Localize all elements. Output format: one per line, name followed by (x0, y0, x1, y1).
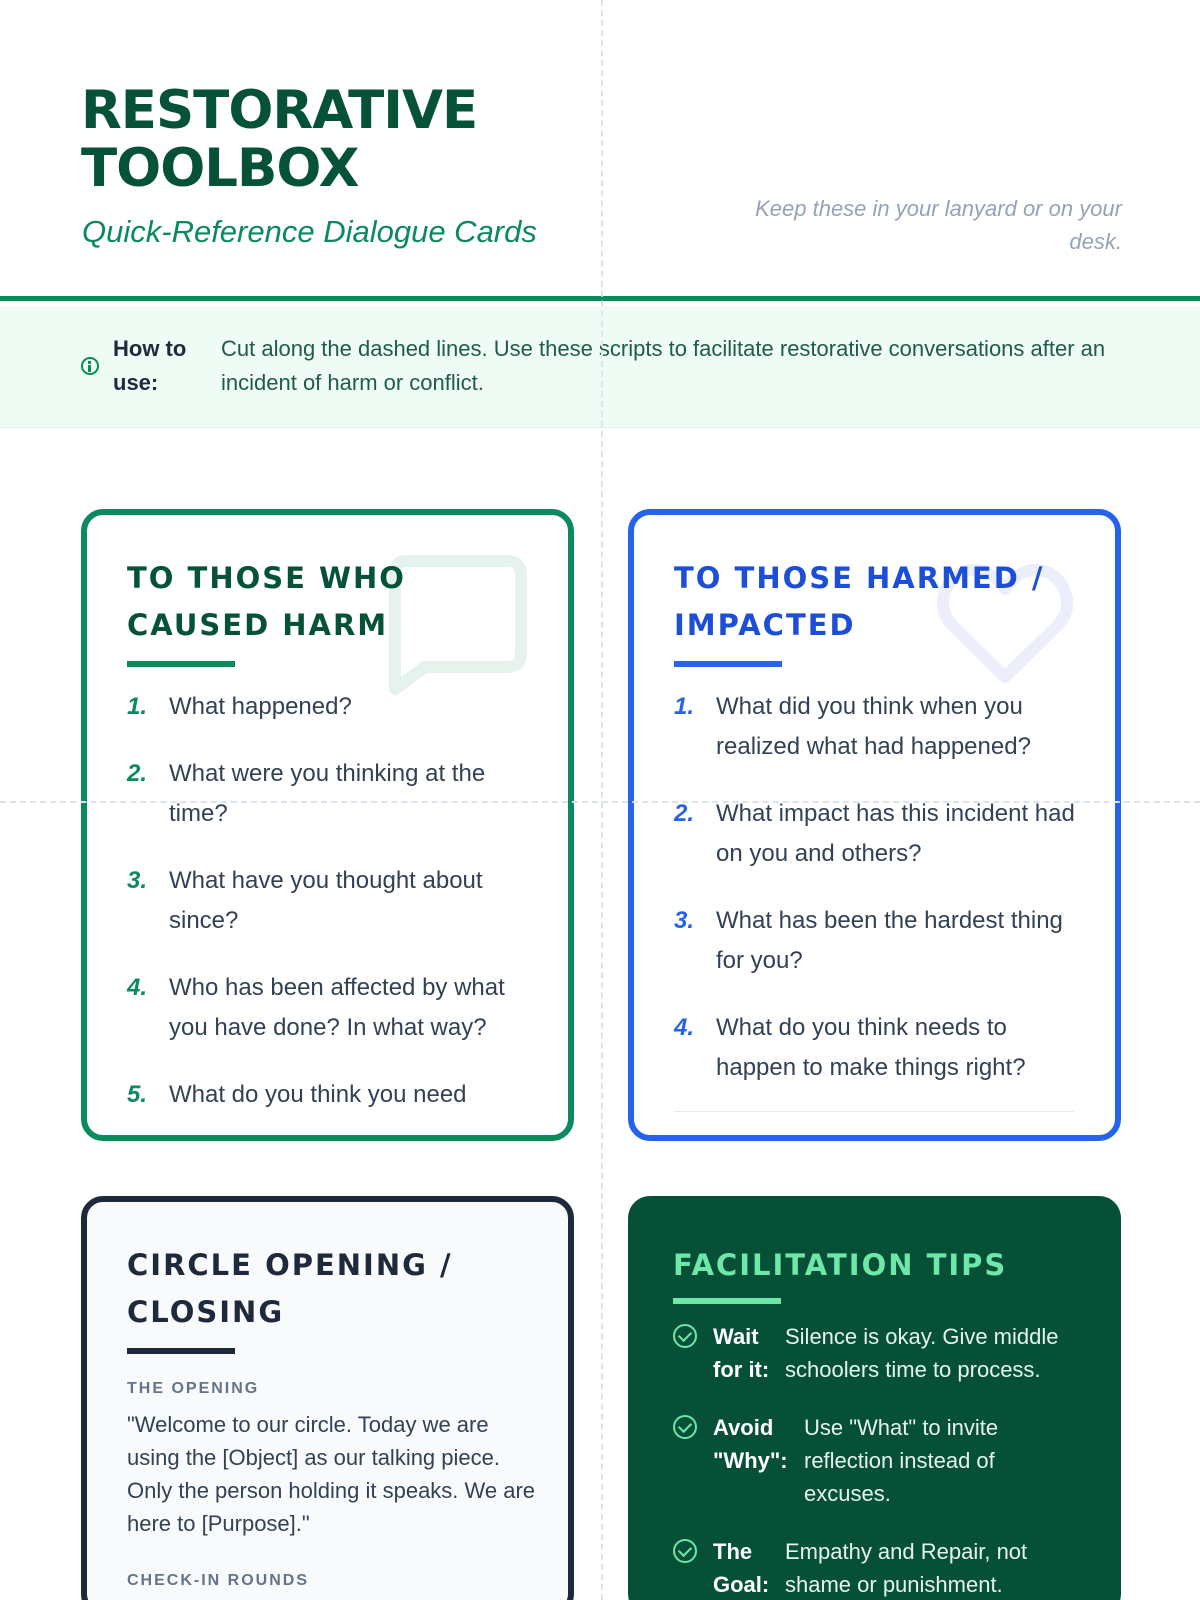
question-item (674, 1008, 1084, 1088)
question-text: What has been the hardest thing for you? (716, 907, 1063, 974)
tip-item (673, 1320, 1093, 1386)
opening-label: THE OPENING (127, 1380, 260, 1397)
tips-list (673, 1320, 1093, 1600)
question-number: 3. (127, 867, 148, 894)
question-number: 5. (127, 1081, 148, 1108)
tip-label: Avoid "Why": (713, 1415, 788, 1473)
question-text: What do you think needs to happen to make things right? (716, 1014, 1026, 1081)
tip-label: Wait for it: (713, 1324, 770, 1382)
tip-item (673, 1535, 1093, 1600)
vertical-cut-line (601, 0, 603, 1600)
question-item (127, 1075, 537, 1115)
card-circle (81, 1196, 574, 1600)
horizontal-cut-line (0, 801, 1200, 803)
usage-note: Keep these in your lanyard or on your desk. (755, 196, 1122, 254)
question-text: What have you thought about since? (169, 867, 483, 934)
question-number: 4. (127, 974, 148, 1001)
card-title-tips: FACILITATION TIPS (673, 1248, 1008, 1282)
tip-text: Silence is okay. Give middle schoolers time to process. (785, 1324, 1059, 1382)
title-underline (674, 661, 782, 667)
question-item (674, 901, 1084, 981)
question-item (674, 687, 1084, 767)
question-text: Who has been affected by what you have done? In what way? (169, 974, 505, 1041)
check-circle-icon (673, 1324, 697, 1348)
page-subtitle: Quick-Reference Dialogue Cards (82, 214, 537, 249)
card-facilitation-tips (628, 1196, 1121, 1600)
tip-text: Use "What" to invite reflection instead of excuses. (804, 1415, 999, 1506)
checkin-label: CHECK-IN ROUNDS (127, 1572, 309, 1589)
card-title-caused-harm: TO THOSE WHO CAUSED HARM (127, 561, 406, 642)
tip-text: Empathy and Repair, not shame or punishment. (785, 1539, 1028, 1597)
question-item (127, 687, 537, 727)
title-underline (127, 1348, 235, 1354)
question-number: 1. (127, 693, 148, 720)
question-list (127, 687, 537, 1141)
question-item (674, 794, 1084, 874)
question-text: What happened? (169, 693, 352, 720)
question-text: What did you think when you realized what had happened? (716, 693, 1031, 760)
page-title (81, 82, 477, 198)
title-underline (127, 661, 235, 667)
question-text: What impact has this incident had on you and others? (716, 800, 1075, 867)
tip-item (673, 1411, 1093, 1510)
check-circle-icon (673, 1539, 697, 1563)
how-to-text: Cut along the dashed lines. Use these scripts to facilitate restorative conversations after an incident of harm or conflict. (221, 336, 1106, 395)
info-icon (81, 357, 99, 375)
title-line-2: TOOLBOX (81, 138, 359, 199)
question-text: What were you thinking at the time? (169, 760, 486, 827)
card-caused-harm (81, 509, 574, 1141)
question-number: 4. (674, 1014, 695, 1041)
question-number: 2. (674, 800, 695, 827)
page-header (0, 0, 1200, 301)
title-line-1: RESTORATIVE (81, 80, 478, 141)
opening-text: "Welcome to our circle. Today we are using the [Object] as our talking piece. Only the person holding it speaks. We are here to [Purpose]." (127, 1412, 536, 1536)
question-item (127, 754, 537, 834)
question-number: 1. (674, 693, 695, 720)
tip-label: The Goal: (713, 1539, 770, 1597)
title-underline (673, 1298, 781, 1304)
question-text: What do you think you need (169, 1081, 467, 1108)
question-list (674, 687, 1084, 1115)
how-to-label: How to use: (113, 336, 187, 395)
check-circle-icon (673, 1415, 697, 1439)
question-item (127, 861, 537, 941)
question-number: 2. (127, 760, 148, 787)
card-harmed (628, 509, 1121, 1141)
question-number: 3. (674, 907, 695, 934)
question-item (127, 968, 537, 1048)
card-title-harmed: TO THOSE HARMED / IMPACTED (674, 561, 1045, 642)
card-title-circle: CIRCLE OPENING / CLOSING (127, 1248, 453, 1329)
